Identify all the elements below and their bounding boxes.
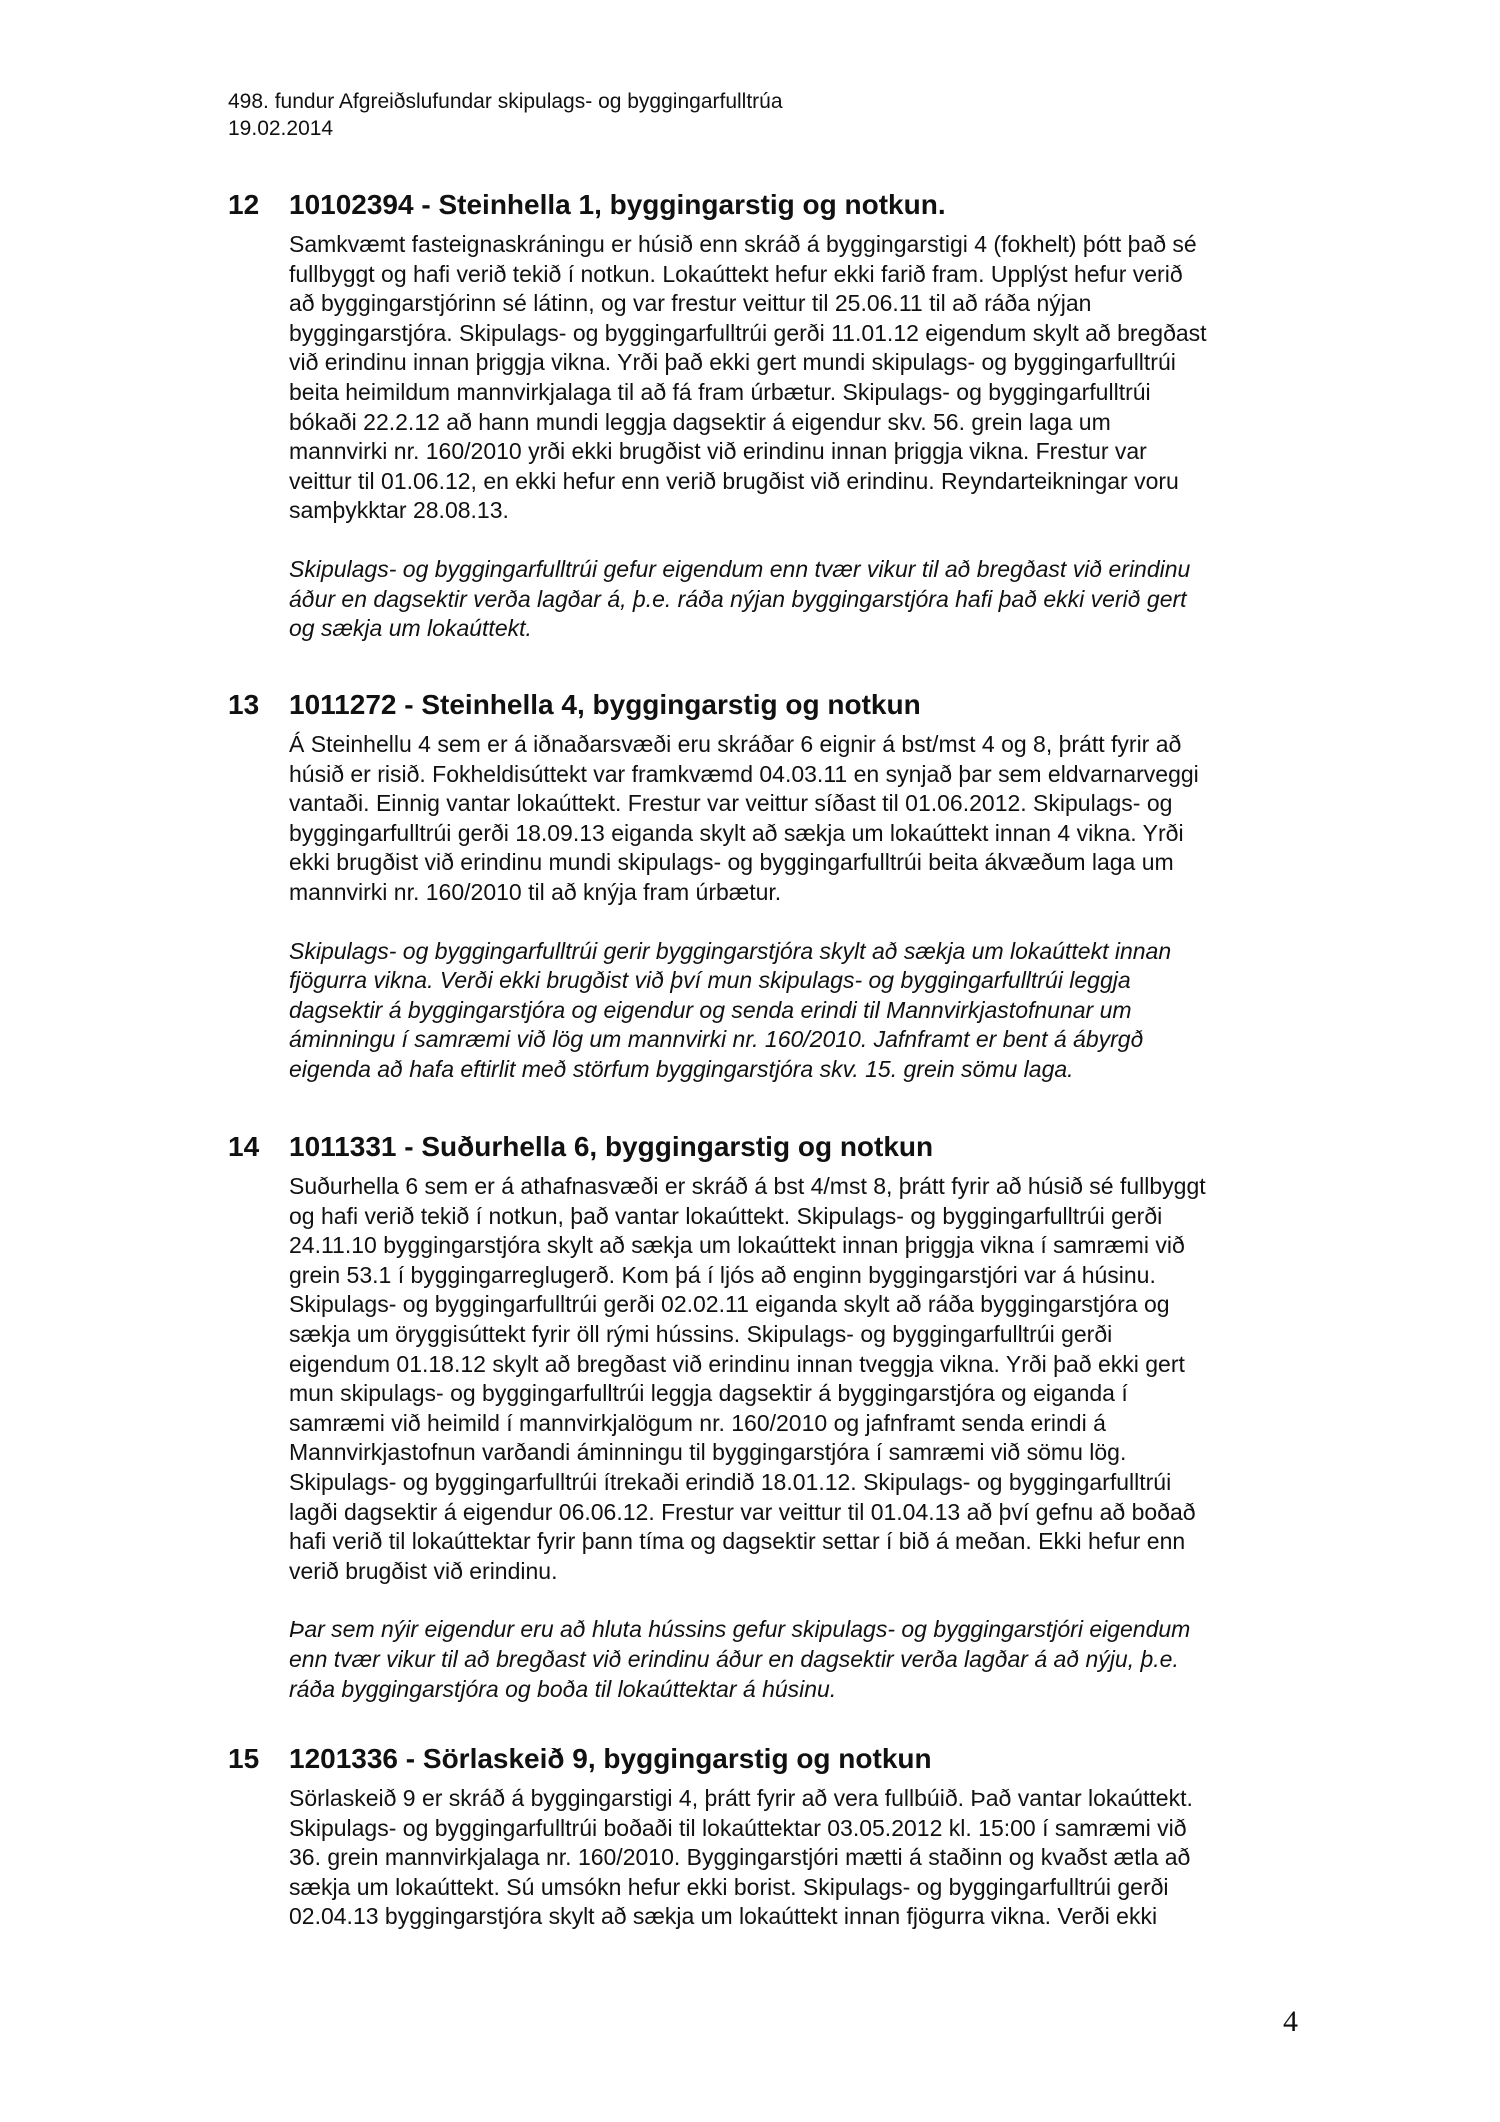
item-number: 13 bbox=[228, 689, 260, 720]
meeting-date: 19.02.2014 bbox=[228, 117, 334, 140]
item-description: Suðurhella 6 sem er á athafnasvæði er skráð á bst 4/mst 8, þrátt fyrir að húsið sé fullbyggt og hafi verið tekið í notkun, það vantar lokaúttekt. Skipulags- og byggingarfulltrúi gerði 24.11.10 byggingarstjóra skylt að sækja um lokaúttekt innan þriggja vikna í samræmi við grein 53.1 í byggingarreglugerð. Kom þá í ljós að enginn byggingarstjóri var á húsinu. Skipulags- og byggingarfulltrúi gerði 02.02.11 eiganda skylt að ráða byggingarstjóra og sækja um öryggisúttekt fyrir öll rými hússins. Skipulags- og byggingarfulltrúi gerði eigendum 01.18.12 skylt að bregðast við erindinu innan tveggja vikna. Yrði það ekki gert mun skipulags- og byggingarfulltrúi leggja dagsektir á byggingarstjóra og eiganda í samræmi við heimild í mannvirkjalögum nr. 160/2010 og jafnframt senda erindi á Mannvirkjastofnun varðandi áminningu til byggingarstjóra í samræmi við sömu lög. Skipulags- og byggingarfulltrúi ítrekaði erindið 18.01.12. Skipulags- og byggingarfulltrúi lagði dagsektir á eigendur 06.06.12. Frestur var veittur til 01.04.13 að því gefnu að boðað hafi verið til lokaúttektar fyrir þann tíma og dagsektir settar í bið á meðan. Ekki hefur enn verið brugðist við erindinu. bbox=[289, 1173, 1206, 1584]
item-body bbox=[289, 230, 1369, 644]
item-decision: Þar sem nýir eigendur eru að hluta hússins gefur skipulags- og byggingarstjóri eigendum enn tvær vikur til að bregðast við erindinu áður en dagsektir verða lagðar á að nýju, þ.e. ráða byggingarstjóra og boða til lokaúttektar á húsinu. bbox=[289, 1616, 1191, 1702]
item-number: 15 bbox=[228, 1743, 260, 1774]
item-decision: Skipulags- og byggingarfulltrúi gerir byggingarstjóra skylt að sækja um lokaúttekt innan fjögurra vikna. Verði ekki brugðist við því mun skipulags- og byggingarfulltrúi leggja dagsektir á byggingarstjóra og eigendur og senda erindi til Mannvirkjastofnunar um áminningu í samræmi við lög um mannvirki nr. 160/2010. Jafnframt er bent á ábyrgð eigenda að hafa eftirlit með störfum byggingarstjóra skv. 15. grein sömu laga. bbox=[289, 937, 1172, 1082]
item-body bbox=[289, 730, 1369, 1085]
item-number: 12 bbox=[228, 189, 260, 220]
item-description: Á Steinhellu 4 sem er á iðnaðarsvæði eru skráðar 6 eignir á bst/mst 4 og 8, þrátt fyrir að húsið er risið. Fokheldisúttekt var framkvæmd 04.03.11 en synjað þar sem eldvarnarveggi vantaði. Einnig vantar lokaúttekt. Frestur var veittur síðast til 01.06.2012. Skipulags- og byggingarfulltrúi gerði 18.09.13 eiganda skylt að sækja um lokaúttekt innan 4 vikna. Yrði ekki brugðist við erindinu mundi skipulags- og byggingarfulltrúi beita ákvæðum laga um mannvirki nr. 160/2010 til að knýja fram úrbætur. bbox=[289, 731, 1199, 905]
item-number: 14 bbox=[228, 1131, 260, 1162]
item-body bbox=[289, 1172, 1369, 1704]
item-decision: Skipulags- og byggingarfulltrúi gefur eigendum enn tvær vikur til að bregðast við erindinu áður en dagsektir verða lagðar á, þ.e. ráða nýjan byggingarstjóra hafi það ekki verið gert og sækja um lokaúttekt. bbox=[289, 555, 1191, 642]
page-header bbox=[228, 88, 783, 142]
item-description: Sörlaskeið 9 er skráð á byggingarstigi 4, þrátt fyrir að vera fullbúið. Það vantar lokaúttekt. Skipulags- og byggingarfulltrúi boðaði til lokaúttektar 03.05.2012 kl. 15:00 í samræmi við 36. grein mannvirkjalaga nr. 160/2010. Byggingarstjóri mætti á staðinn og kvaðst ætla að sækja um lokaúttekt. Sú umsókn hefur ekki borist. Skipulags- og byggingarfulltrúi gerði 02.04.13 byggingarstjóra skylt að sækja um lokaúttekt innan fjögurra vikna. Verði ekki bbox=[289, 1785, 1193, 1930]
item-title: 10102394 - Steinhella 1, byggingarstig og notkun. bbox=[289, 189, 946, 220]
item-title: 1011331 - Suðurhella 6, byggingarstig og notkun bbox=[289, 1131, 934, 1162]
page-number: 4 bbox=[1283, 2005, 1298, 2038]
item-body bbox=[289, 1784, 1369, 1932]
item-title: 1201336 - Sörlaskeið 9, byggingarstig og notkun bbox=[289, 1743, 932, 1774]
item-description: Samkvæmt fasteignaskráningu er húsið enn skráð á byggingarstigi 4 (fokhelt) þótt það sé fullbyggt og hafi verið tekið í notkun. Lokaúttekt hefur ekki farið fram. Upplýst hefur verið að byggingarstjórinn sé látinn, og var frestur veittur til 25.06.11 til að ráða nýjan byggingarstjóra. Skipulags- og byggingarfulltrúi gerði 11.01.12 eigendum skylt að bregðast við erindinu innan þriggja vikna. Yrði það ekki gert mundi skipulags- og byggingarfulltrúi beita heimildum mannvirkjalaga til að fá fram úrbætur. Skipulags- og byggingarfulltrúi bókaði 22.2.12 að hann mundi leggja dagsektir á eigendur skv. 56. grein laga um mannvirki nr. 160/2010 yrði ekki brugðist við erindinu innan þriggja vikna. Frestur var veittur til 01.06.12, en ekki hefur enn verið brugðist við erindinu. Reyndarteikningar voru samþykktar 28.08.13. bbox=[289, 231, 1207, 524]
item-title: 1011272 - Steinhella 4, byggingarstig og notkun bbox=[289, 689, 921, 720]
meeting-title: 498. fundur Afgreiðslufundar skipulags- og byggingarfulltrúa bbox=[228, 90, 783, 113]
